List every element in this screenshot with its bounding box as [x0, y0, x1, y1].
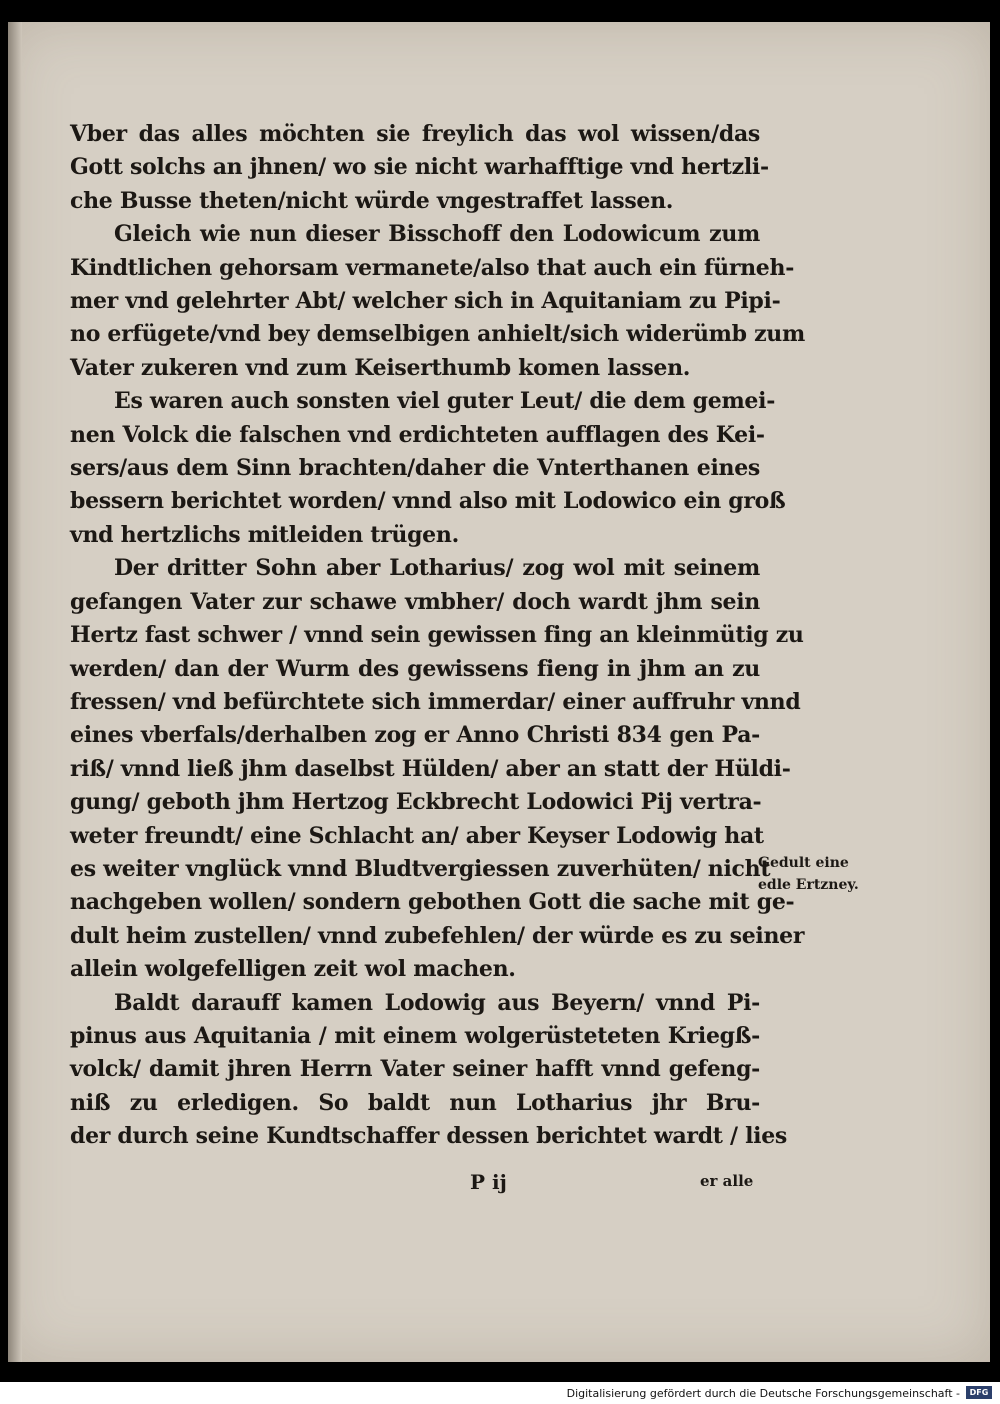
- text-line: weter freundt/ eine Schlacht an/ aber Keyser Lodowig hat: [70, 822, 764, 849]
- text-line: nen Volck die falschen vnd erdichteten aufflagen des Kei-: [70, 421, 765, 448]
- text-line: riß/ vnnd ließ jhm daselbst Hülden/ aber an statt der Hüldi-: [70, 755, 791, 782]
- text-line: Vber das alles möchten sie freylich das wol wissen/das: [70, 121, 760, 147]
- text-line: sers/aus dem Sinn brachten/daher die Vnterthanen eines: [70, 455, 760, 482]
- text-line: Baldt darauff kamen Lodowig aus Beyern/ vnnd Pi-: [114, 989, 760, 1016]
- text-line: eines vberfals/derhalben zog er Anno Christi 834 gen Pa-: [70, 722, 760, 749]
- marginal-note-line: edle Ertzney.: [758, 877, 859, 893]
- text-line: fressen/ vnd befürchtete sich immerdar/ einer auffruhr vnnd: [70, 688, 801, 715]
- funding-notice: Digitalisierung gefördert durch die Deutsche Forschungsgemeinschaft -: [566, 1387, 960, 1400]
- text-line: Hertz fast schwer / vnnd sein gewissen fing an kleinmütig zu: [70, 622, 804, 649]
- text-line: pinus aus Aquitania / mit einem wolgerüsteteten Kriegß-: [70, 1022, 760, 1049]
- text-line: mer vnd gelehrter Abt/ welcher sich in Aquitaniam zu Pipi-: [70, 288, 781, 315]
- text-line: Gleich wie nun dieser Bisschoff den Lodowicum zum: [114, 221, 760, 248]
- text-line: nachgeben wollen/ sondern gebothen Gott die sache mit ge-: [70, 889, 795, 916]
- text-line: der durch seine Kundtschaffer dessen berichtet wardt / lies: [70, 1123, 788, 1150]
- text-line: allein wolgefelligen zeit wol machen.: [70, 956, 516, 983]
- signature-mark: P ij: [470, 1170, 507, 1194]
- catchword: er alle: [700, 1172, 754, 1190]
- page-gutter: [8, 22, 22, 1362]
- text-line: volck/ damit jhren Herrn Vater seiner hafft vnnd gefeng-: [70, 1056, 760, 1083]
- dfg-logo[interactable]: DFG: [966, 1386, 992, 1399]
- text-line: werden/ dan der Wurm des gewissens fieng in jhm an zu: [70, 655, 760, 682]
- text-line: no erfügete/vnd bey demselbigen anhielt/sich widerümb zum: [70, 321, 805, 348]
- text-line: gung/ geboth jhm Hertzog Eckbrecht Lodowici Pij vertra-: [70, 789, 762, 816]
- text-line: vnd hertzlichs mitleiden trügen.: [70, 521, 459, 548]
- text-line: gefangen Vater zur schawe vmbher/ doch wardt jhm sein: [70, 588, 760, 615]
- text-line: Es waren auch sonsten viel guter Leut/ die dem gemei-: [114, 388, 776, 415]
- text-line: es weiter vnglück vnnd Bludtvergiessen zuverhüten/ nicht: [70, 855, 771, 882]
- text-line: Vater zukeren vnd zum Keiserthumb komen lassen.: [70, 354, 691, 381]
- text-line: Kindtlichen gehorsam vermanete/also that auch ein fürneh-: [70, 254, 795, 281]
- text-line: che Busse theten/nicht würde vngestraffet lassen.: [70, 187, 674, 214]
- marginal-note: [758, 852, 908, 896]
- marginal-note-line: Gedult eine: [758, 855, 849, 871]
- text-line: Der dritter Sohn aber Lotharius/ zog wol mit seinem: [114, 555, 760, 582]
- text-line: bessern berichtet worden/ vnnd also mit Lodowico ein groß: [70, 488, 786, 515]
- text-line: niß zu erledigen. So baldt nun Lotharius jhr Bru-: [70, 1089, 760, 1116]
- text-line: dult heim zustellen/ vnnd zubefehlen/ der würde es zu seiner: [70, 922, 805, 949]
- text-line: Gott solchs an jhnen/ wo sie nicht warhafftige vnd hertzli-: [70, 154, 769, 181]
- footer-bar: [0, 1382, 1000, 1404]
